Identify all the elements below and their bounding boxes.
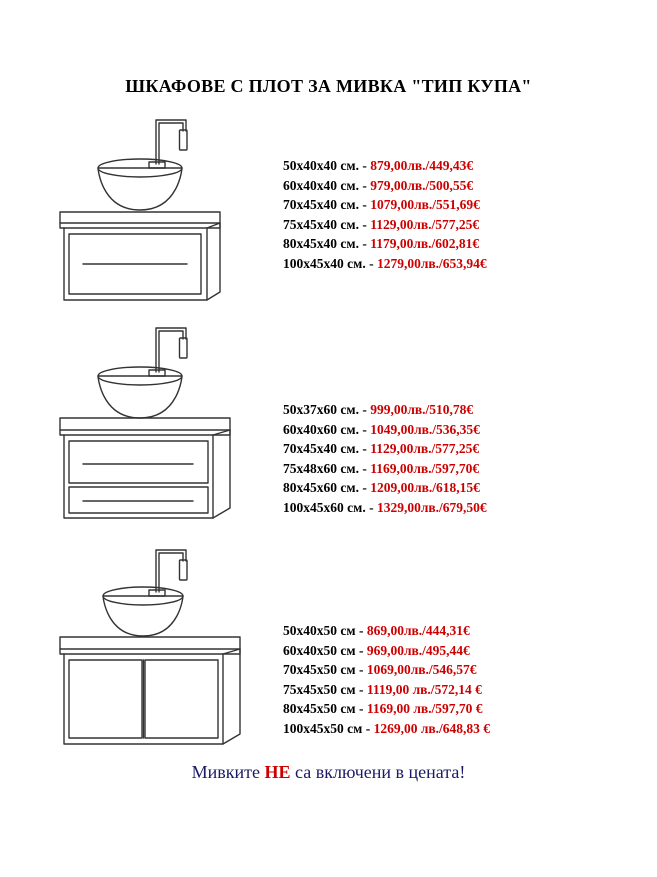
price-dimensions: 60x40x50 см - xyxy=(283,642,367,658)
price-row xyxy=(283,215,487,235)
price-list-block-1 xyxy=(283,156,487,273)
price-dimensions: 60x40x60 см. - xyxy=(283,421,371,437)
price-row xyxy=(283,439,487,459)
price-row xyxy=(283,621,490,641)
price-list-block-2 xyxy=(283,400,487,517)
price-dimensions: 100x45x50 см - xyxy=(283,720,374,736)
price-row xyxy=(283,478,487,498)
price-dimensions: 80x45x50 см - xyxy=(283,701,367,716)
price-row xyxy=(283,176,487,196)
price-row xyxy=(283,234,487,254)
price-value: 869,00лв./444,31€ xyxy=(366,623,470,638)
price-dimensions: 50x40x50 см - xyxy=(283,623,367,638)
price-dimensions: 75x48x60 см. - xyxy=(283,460,371,476)
price-row xyxy=(283,641,490,661)
price-row xyxy=(283,254,487,274)
price-dimensions: 100x45x40 см. - xyxy=(283,255,377,271)
price-value: 1329,00лв./679,50€ xyxy=(376,499,487,515)
page-title: ШКАФОВЕ С ПЛОТ ЗА МИВКА "ТИП КУПА" xyxy=(125,76,532,96)
price-value: 1169,00лв./597,70€ xyxy=(370,460,480,476)
price-value: 1049,00лв./536,35€ xyxy=(370,421,480,437)
price-dimensions: 70x45x40 см. - xyxy=(283,197,371,212)
price-row xyxy=(283,400,487,420)
vanity-two-doors-with-vessel-sink xyxy=(55,548,270,763)
price-value: 879,00лв./449,43€ xyxy=(370,158,474,173)
price-value: 1079,00лв./551,69€ xyxy=(370,197,480,212)
footer-note-before: Мивките xyxy=(191,762,265,782)
footer-note-after: са включени в цената! xyxy=(290,762,466,782)
price-dimensions: 80x45x60 см. - xyxy=(283,480,371,495)
price-row xyxy=(283,660,490,680)
price-value: 1129,00лв./577,25€ xyxy=(370,216,480,232)
price-value: 1129,00лв./577,25€ xyxy=(370,441,480,456)
price-dimensions: 50x40x40 см. - xyxy=(283,158,371,173)
price-dimensions: 80x45x40 см. - xyxy=(283,236,371,251)
price-dimensions: 70x45x40 см. - xyxy=(283,441,371,456)
vanity-single-drawer-with-vessel-sink xyxy=(55,104,265,314)
price-value: 1279,00лв./653,94€ xyxy=(376,255,487,271)
price-value: 1269,00 лв./648,83 € xyxy=(373,720,491,736)
price-value: 1069,00лв./546,57€ xyxy=(366,662,477,677)
vanity-two-drawers-with-vessel-sink xyxy=(55,318,270,543)
price-value: 979,00лв./500,55€ xyxy=(370,177,474,193)
price-row xyxy=(283,699,490,719)
price-row xyxy=(283,195,487,215)
footer-note xyxy=(0,762,657,783)
price-value: 1179,00лв./602,81€ xyxy=(370,236,480,251)
price-value: 969,00лв./495,44€ xyxy=(366,642,470,658)
price-value: 1169,00 лв./597,70 € xyxy=(366,701,483,716)
price-dimensions: 70x45x50 см - xyxy=(283,662,367,677)
price-dimensions: 75x45x40 см. - xyxy=(283,216,371,232)
price-dimensions: 100x45x60 см. - xyxy=(283,499,377,515)
price-value: 1119,00 лв./572,14 € xyxy=(366,681,482,697)
price-value: 999,00лв./510,78€ xyxy=(370,402,474,417)
price-list-block-3 xyxy=(283,621,490,738)
price-dimensions: 50x37x60 см. - xyxy=(283,402,371,417)
price-row xyxy=(283,156,487,176)
footer-note-negation: НЕ xyxy=(264,762,291,782)
price-dimensions: 75x45x50 см - xyxy=(283,681,367,697)
price-row xyxy=(283,680,490,700)
price-row xyxy=(283,420,487,440)
price-row xyxy=(283,719,490,739)
price-row xyxy=(283,498,487,518)
price-dimensions: 60x40x40 см. - xyxy=(283,177,371,193)
price-value: 1209,00лв./618,15€ xyxy=(370,480,480,495)
price-row xyxy=(283,459,487,479)
